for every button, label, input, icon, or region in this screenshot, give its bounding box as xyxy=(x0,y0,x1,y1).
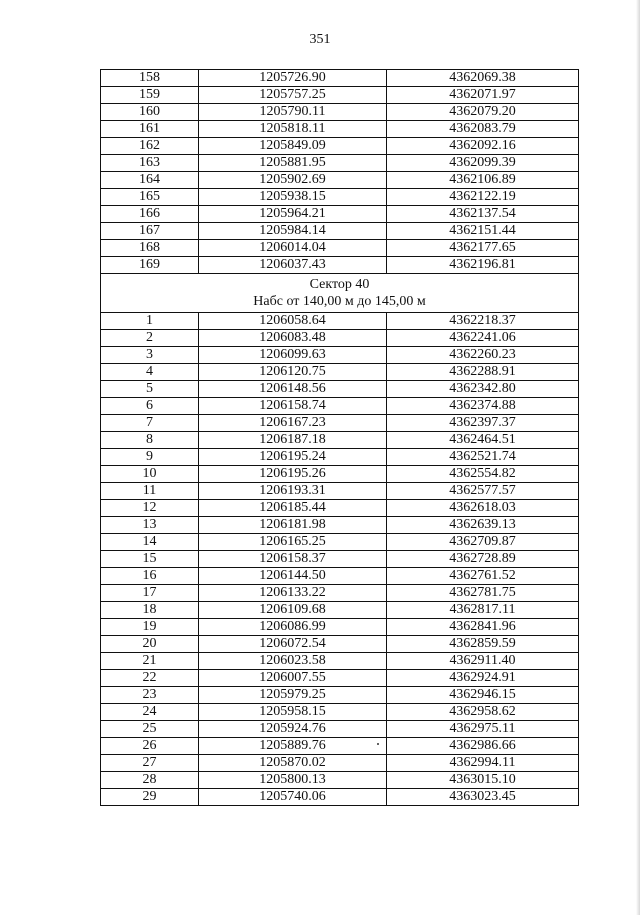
y-coordinate: 4362521.74 xyxy=(387,449,579,466)
table-row xyxy=(101,551,579,568)
x-coordinate: 1206195.24 xyxy=(199,449,387,466)
point-number: 25 xyxy=(101,721,199,738)
y-coordinate: 4362859.59 xyxy=(387,636,579,653)
y-coordinate: 4362196.81 xyxy=(387,257,579,274)
table-row xyxy=(101,721,579,738)
y-coordinate: 4362554.82 xyxy=(387,466,579,483)
point-number: 7 xyxy=(101,415,199,432)
x-coordinate: 1205800.13 xyxy=(199,772,387,789)
y-coordinate: 4362781.75 xyxy=(387,585,579,602)
y-coordinate: 4362071.97 xyxy=(387,87,579,104)
point-number: 21 xyxy=(101,653,199,670)
y-coordinate: 4362260.23 xyxy=(387,347,579,364)
table-row xyxy=(101,87,579,104)
y-coordinate: 4362639.13 xyxy=(387,517,579,534)
table-row xyxy=(101,347,579,364)
point-number: 10 xyxy=(101,466,199,483)
y-coordinate: 4362924.91 xyxy=(387,670,579,687)
point-number: 162 xyxy=(101,138,199,155)
x-coordinate: 1206148.56 xyxy=(199,381,387,398)
x-coordinate: 1205849.09 xyxy=(199,138,387,155)
point-number: 23 xyxy=(101,687,199,704)
table-row xyxy=(101,432,579,449)
table-row xyxy=(101,189,579,206)
table-row xyxy=(101,619,579,636)
table-row xyxy=(101,653,579,670)
y-coordinate: 4362958.62 xyxy=(387,704,579,721)
x-coordinate: 1206058.64 xyxy=(199,313,387,330)
table-row xyxy=(101,568,579,585)
x-coordinate: 1206007.55 xyxy=(199,670,387,687)
table-row xyxy=(101,121,579,138)
x-coordinate: 1206158.74 xyxy=(199,398,387,415)
x-coordinate: 1205984.14 xyxy=(199,223,387,240)
y-coordinate: 4362709.87 xyxy=(387,534,579,551)
point-number: 164 xyxy=(101,172,199,189)
x-coordinate: 1206037.43 xyxy=(199,257,387,274)
y-coordinate: 4362464.51 xyxy=(387,432,579,449)
point-number: 19 xyxy=(101,619,199,636)
point-number: 165 xyxy=(101,189,199,206)
point-number: 14 xyxy=(101,534,199,551)
table-row xyxy=(101,738,579,755)
y-coordinate: 4362137.54 xyxy=(387,206,579,223)
page-number: 351 xyxy=(309,32,331,47)
point-number: 167 xyxy=(101,223,199,240)
y-coordinate: 4362288.91 xyxy=(387,364,579,381)
table-row xyxy=(101,636,579,653)
y-coordinate: 4362728.89 xyxy=(387,551,579,568)
point-number: 168 xyxy=(101,240,199,257)
x-coordinate: 1205964.21 xyxy=(199,206,387,223)
table-row xyxy=(101,240,579,257)
point-number: 8 xyxy=(101,432,199,449)
point-number: 26 xyxy=(101,738,199,755)
table-row xyxy=(101,789,579,806)
page-edge-shadow xyxy=(636,0,640,915)
sector-subtitle: Набс от 140,00 м до 145,00 м xyxy=(253,294,426,309)
point-number: 2 xyxy=(101,330,199,347)
table-row xyxy=(101,585,579,602)
y-coordinate: 4362975.11 xyxy=(387,721,579,738)
x-coordinate: 1206165.25 xyxy=(199,534,387,551)
point-number: 16 xyxy=(101,568,199,585)
point-number: 24 xyxy=(101,704,199,721)
y-coordinate: 4362374.88 xyxy=(387,398,579,415)
point-number: 9 xyxy=(101,449,199,466)
table-row xyxy=(101,687,579,704)
point-number: 22 xyxy=(101,670,199,687)
point-number: 18 xyxy=(101,602,199,619)
point-number: 160 xyxy=(101,104,199,121)
y-coordinate: 4362817.11 xyxy=(387,602,579,619)
x-coordinate: 1205924.76 xyxy=(199,721,387,738)
y-coordinate: 4362841.96 xyxy=(387,619,579,636)
x-coordinate: 1206109.68 xyxy=(199,602,387,619)
sector-header-row xyxy=(101,274,579,313)
x-coordinate: 1206023.58 xyxy=(199,653,387,670)
x-coordinate: 1205818.11 xyxy=(199,121,387,138)
sector-rows-group xyxy=(101,313,579,806)
point-number: 166 xyxy=(101,206,199,223)
x-coordinate: 1206099.63 xyxy=(199,347,387,364)
x-coordinate: 1206181.98 xyxy=(199,517,387,534)
table-row xyxy=(101,415,579,432)
table-row xyxy=(101,206,579,223)
y-coordinate: 4362122.19 xyxy=(387,189,579,206)
point-number: 28 xyxy=(101,772,199,789)
y-coordinate: 4362761.52 xyxy=(387,568,579,585)
point-number: 4 xyxy=(101,364,199,381)
y-coordinate: 4363015.10 xyxy=(387,772,579,789)
y-coordinate: 4362911.40 xyxy=(387,653,579,670)
x-coordinate: 1205881.95 xyxy=(199,155,387,172)
sector-header xyxy=(101,274,579,313)
point-number: 158 xyxy=(101,70,199,87)
table-row xyxy=(101,466,579,483)
x-coordinate: 1206187.18 xyxy=(199,432,387,449)
y-coordinate: 4362106.89 xyxy=(387,172,579,189)
x-coordinate: 1206072.54 xyxy=(199,636,387,653)
y-coordinate: 4362241.06 xyxy=(387,330,579,347)
x-coordinate: 1205902.69 xyxy=(199,172,387,189)
point-number: 13 xyxy=(101,517,199,534)
y-coordinate: 4362397.37 xyxy=(387,415,579,432)
table-row xyxy=(101,670,579,687)
x-coordinate: 1205757.25 xyxy=(199,87,387,104)
y-coordinate: 4362986.66 xyxy=(387,738,579,755)
table-row xyxy=(101,483,579,500)
y-coordinate: 4362151.44 xyxy=(387,223,579,240)
x-coordinate: 1205979.25 xyxy=(199,687,387,704)
point-number: 20 xyxy=(101,636,199,653)
x-coordinate: 1206083.48 xyxy=(199,330,387,347)
table-row xyxy=(101,172,579,189)
table-row xyxy=(101,449,579,466)
point-number: 11 xyxy=(101,483,199,500)
x-coordinate: 1206133.22 xyxy=(199,585,387,602)
table-row xyxy=(101,138,579,155)
table-row xyxy=(101,257,579,274)
y-coordinate: 4362079.20 xyxy=(387,104,579,121)
x-coordinate: 1206185.44 xyxy=(199,500,387,517)
x-coordinate: 1206167.23 xyxy=(199,415,387,432)
y-coordinate: 4362099.39 xyxy=(387,155,579,172)
table-row xyxy=(101,364,579,381)
x-coordinate: 1206158.37 xyxy=(199,551,387,568)
x-coordinate: 1206086.99 xyxy=(199,619,387,636)
y-coordinate: 4362342.80 xyxy=(387,381,579,398)
x-coordinate: 1206195.26 xyxy=(199,466,387,483)
sector-title: Сектор 40 xyxy=(309,277,370,292)
y-coordinate: 4362218.37 xyxy=(387,313,579,330)
top-rows-group xyxy=(101,70,579,274)
y-coordinate: 4362577.57 xyxy=(387,483,579,500)
y-coordinate: 4362083.79 xyxy=(387,121,579,138)
table-row xyxy=(101,398,579,415)
y-coordinate: 4362069.38 xyxy=(387,70,579,87)
table-row xyxy=(101,755,579,772)
y-coordinate: 4362092.16 xyxy=(387,138,579,155)
point-number: 27 xyxy=(101,755,199,772)
point-number: 163 xyxy=(101,155,199,172)
table-row xyxy=(101,772,579,789)
point-number: 3 xyxy=(101,347,199,364)
point-number: 6 xyxy=(101,398,199,415)
y-coordinate: 4363023.45 xyxy=(387,789,579,806)
table-row xyxy=(101,500,579,517)
coordinates-table xyxy=(100,69,579,806)
sector-header-group xyxy=(101,274,579,313)
point-number: 159 xyxy=(101,87,199,104)
table-row xyxy=(101,313,579,330)
x-coordinate: 1206120.75 xyxy=(199,364,387,381)
table-row xyxy=(101,704,579,721)
x-coordinate: 1205938.15 xyxy=(199,189,387,206)
point-number: 29 xyxy=(101,789,199,806)
x-coordinate: 1206144.50 xyxy=(199,568,387,585)
point-number: 1 xyxy=(101,313,199,330)
table-row xyxy=(101,330,579,347)
scan-speck xyxy=(377,743,379,745)
point-number: 17 xyxy=(101,585,199,602)
x-coordinate: 1205740.06 xyxy=(199,789,387,806)
y-coordinate: 4362618.03 xyxy=(387,500,579,517)
point-number: 169 xyxy=(101,257,199,274)
y-coordinate: 4362177.65 xyxy=(387,240,579,257)
table-row xyxy=(101,534,579,551)
y-coordinate: 4362994.11 xyxy=(387,755,579,772)
point-number: 15 xyxy=(101,551,199,568)
table-row xyxy=(101,223,579,240)
x-coordinate: 1205889.76 xyxy=(199,738,387,755)
table-row xyxy=(101,104,579,121)
point-number: 161 xyxy=(101,121,199,138)
x-coordinate: 1206193.31 xyxy=(199,483,387,500)
table-row xyxy=(101,70,579,87)
y-coordinate: 4362946.15 xyxy=(387,687,579,704)
table-row xyxy=(101,602,579,619)
point-number: 12 xyxy=(101,500,199,517)
x-coordinate: 1205870.02 xyxy=(199,755,387,772)
table-row xyxy=(101,517,579,534)
point-number: 5 xyxy=(101,381,199,398)
x-coordinate: 1205790.11 xyxy=(199,104,387,121)
x-coordinate: 1205726.90 xyxy=(199,70,387,87)
table-row xyxy=(101,155,579,172)
x-coordinate: 1205958.15 xyxy=(199,704,387,721)
table-row xyxy=(101,381,579,398)
x-coordinate: 1206014.04 xyxy=(199,240,387,257)
